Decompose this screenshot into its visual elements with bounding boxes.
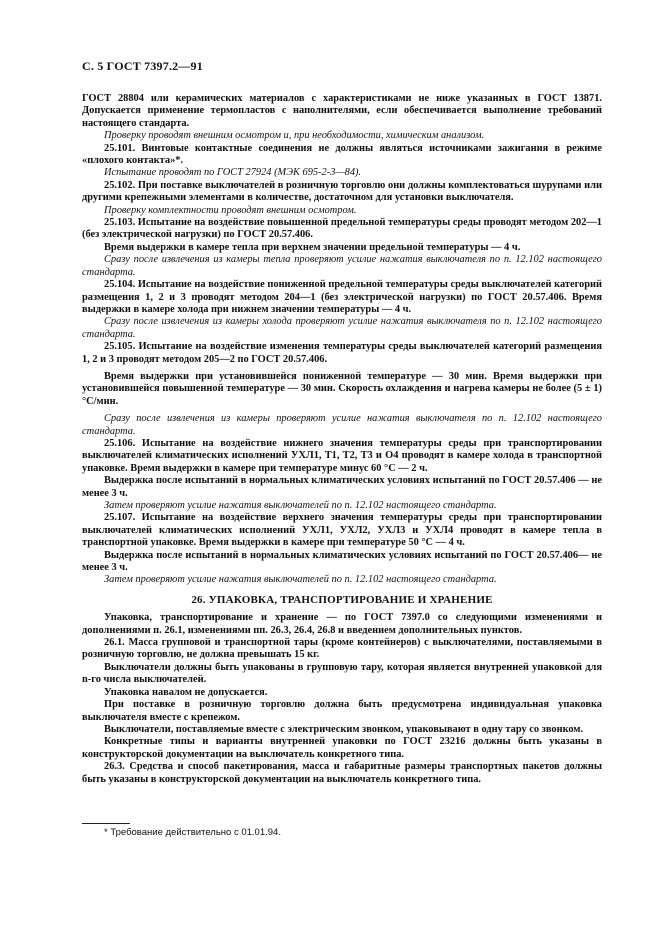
paragraph: 25.105. Испытание на воздействие изменения температуры среды выключателей категорий размещения 1, 2 и 3 проводят методом 205—2 по ГОСТ 20.57.406.	[82, 341, 602, 365]
paragraph: Выдержка после испытаний в нормальных климатических условиях испытаний по ГОСТ 20.57.406 — не менее 3 ч.	[82, 475, 602, 499]
section-paragraph-list	[82, 612, 602, 786]
paragraph: Выдержка после испытаний в нормальных климатических условиях испытаний по ГОСТ 20.57.406— не менее 3 ч.	[82, 549, 602, 574]
page-header: С. 5 ГОСТ 7397.2—91	[82, 59, 203, 73]
paragraph: 26.3. Средства и способ пакетирования, масса и габаритные размеры транспортных пакетов должны быть указаны в конструкторской документации на выключатель конкретного типа.	[82, 761, 602, 785]
paragraph: 25.106. Испытание на воздействие нижнего значения температуры среды при транспортировании выключателей климатических исполнений УХЛ1, Т1, Т2, Т3 и О4 проводят в камере холода в транспортной упаковке. Время выдержки в камере при температуре минус 60 °С — 2 ч.	[82, 437, 602, 474]
paragraph: 26.1. Масса групповой и транспортной тары (кроме контейнеров) с выключателями, поставляемыми в розничную торговлю, не должна превышать 15 кг.	[82, 637, 602, 661]
paragraph: Сразу после извлечения из камеры проверяют усилие нажатия выключателя по п. 12.102 настоящего стандарта.	[82, 413, 602, 437]
paragraph: При поставке в розничную торговлю должна быть предусмотрена индивидуальная упаковка выключателя вместе с крепежом.	[82, 699, 602, 723]
paragraph: Упаковка навалом не допускается.	[104, 686, 268, 698]
section-heading: 26. УПАКОВКА, ТРАНСПОРТИРОВАНИЕ И ХРАНЕНИЕ	[191, 593, 493, 606]
paragraph: ГОСТ 28804 или керамических материалов с характеристиками не ниже указанных в ГОСТ 13871. Допускается применение термопластов с наполнителями, если обеспечивается выполнение требований настоящего стандарта.	[82, 93, 602, 129]
paragraph: Сразу после извлечения из камеры тепла проверяют усилие нажатия выключателя по п. 12.102 настоящего стандарта.	[82, 254, 602, 278]
paragraph: 25.107. Испытание на воздействие верхнего значения температуры среды при транспортировании выключателей климатических исполнений УХЛ1, УХЛ2, УХЛ3 и УХЛ4 проводят в камере тепла в транспортной упаковке. Время выдержки в камере при температуре 50 °С — 4 ч.	[82, 512, 602, 549]
paragraph: Упаковка, транспортирование и хранение — по ГОСТ 7397.0 со следующими изменениями и дополнениями п. 26.1, изменениями пп. 26.3, 26.4, 26.8 и введением дополнительных пунктов.	[82, 612, 602, 636]
footnote-rule	[82, 823, 130, 824]
paragraph-list	[82, 93, 602, 587]
paragraph: Затем проверяют усилие нажатия выключателей по п. 12.102 настоящего стандарта.	[104, 500, 497, 511]
paragraph: Затем проверяют усилие нажатия выключателей по п. 12.102 настоящего стандарта.	[104, 574, 497, 586]
paragraph: 25.102. При поставке выключателей в розничную торговлю они должны комплектоваться шурупами или другими крепежными элементами в количестве, достаточном для установки выключателя.	[82, 179, 602, 204]
paragraph: Сразу после извлечения из камеры холода проверяют усилие нажатия выключателя по п. 12.102 настоящего стандарта.	[82, 316, 602, 340]
paragraph: Время выдержки в камере тепла при верхнем значении предельной температуры — 4 ч.	[104, 241, 521, 253]
paragraph: Конкретные типы и варианты внутренней упаковки по ГОСТ 23216 должны быть указаны в конструкторской документации на выключатель конкретного типа.	[82, 736, 602, 760]
paragraph: Испытание проводят по ГОСТ 27924 (МЭК 695-2-3—84).	[104, 167, 362, 179]
paragraph: Проверку проводят внешним осмотром и, при необходимости, химическим анализом.	[104, 130, 485, 142]
paragraph: 25.104. Испытание на воздействие пониженной предельной температуры среды выключателей категорий размещения 1, 2 и 3 проводят методом 204—1 (без электрической нагрузки) по ГОСТ 20.57.406. Время выдержки в камере холода при нижнем значении температуры — 4 ч.	[82, 279, 602, 315]
paragraph: 25.103. Испытание на воздействие повышенной предельной температуры среды проводят методом 202—1 (без электрической нагрузки) по ГОСТ 20.57.406.	[82, 217, 602, 241]
paragraph: Проверку комплектности проводят внешним осмотром.	[104, 204, 357, 216]
paragraph: 25.101. Винтовые контактные соединения не должны являться источниками зажигания в режиме «плохого контакта»*.	[82, 142, 602, 167]
footnote: * Требование действительно с 01.01.94.	[104, 827, 281, 838]
paragraph: Время выдержки при установившейся пониженной температуре — 30 мин. Время выдержки при установившейся повышенной температуре — 30 мин. Скорость охлаждения и нагрева камеры не более (5 ± 1) °С/мин.	[82, 370, 602, 407]
document-body	[82, 93, 602, 786]
paragraph: Выключатели должны быть упакованы в групповую тару, которая является внутренней упаковкой для n-го числа выключателей.	[82, 661, 602, 686]
paragraph: Выключатели, поставляемые вместе с электрическим звонком, упаковывают в одну тару со звонком.	[104, 723, 584, 735]
